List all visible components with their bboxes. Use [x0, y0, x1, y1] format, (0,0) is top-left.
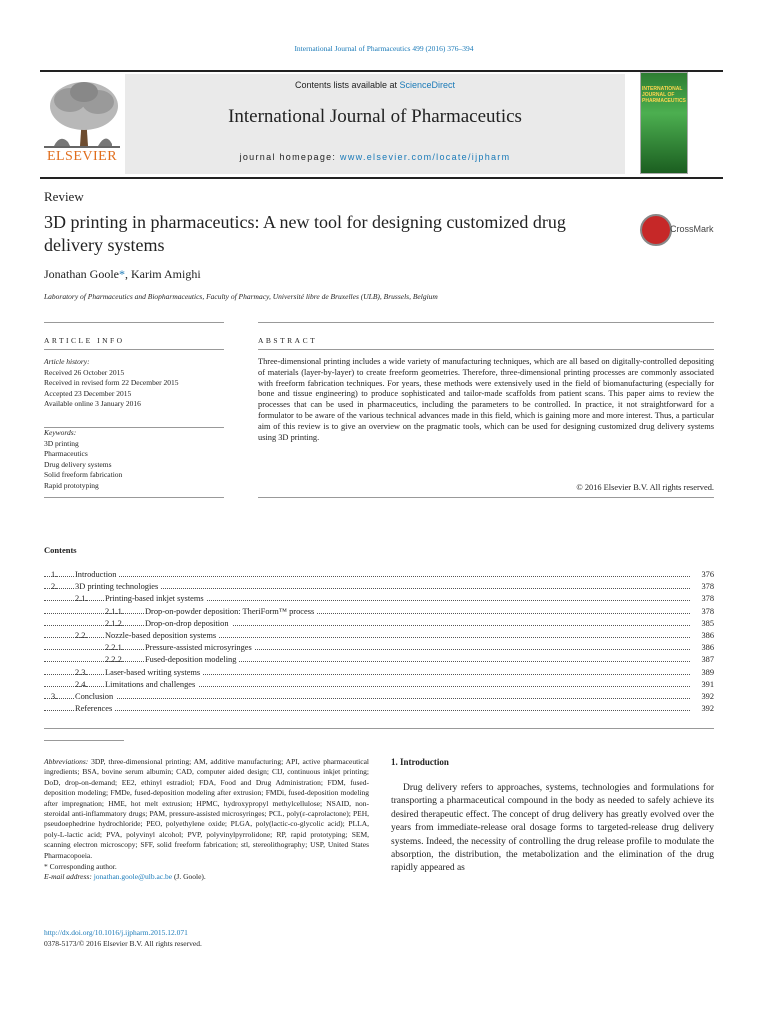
- toc-number: 1.: [51, 570, 58, 579]
- toc-leader-dots: [44, 710, 690, 711]
- keyword: Pharmaceutics: [44, 449, 88, 458]
- toc-label[interactable]: Printing-based inkjet systems: [105, 594, 207, 603]
- keyword: Drug delivery systems: [44, 459, 112, 469]
- footnote-rule: [44, 740, 124, 741]
- header-rule: [40, 70, 723, 72]
- toc-leader-dots: [44, 649, 690, 650]
- toc-row[interactable]: [44, 570, 714, 582]
- contents-available-line: [125, 80, 625, 90]
- divider: [44, 497, 224, 498]
- divider: [258, 349, 714, 350]
- toc-label[interactable]: Nozzle-based deposition systems: [105, 631, 219, 640]
- divider: [258, 497, 714, 498]
- crossmark-icon[interactable]: [640, 214, 672, 246]
- toc-number: 2.1.2.: [105, 618, 124, 628]
- history-item: Received in revised form 22 December 2015: [44, 378, 179, 387]
- divider: [44, 349, 224, 350]
- toc-row[interactable]: [44, 594, 714, 606]
- abstract-copyright: © 2016 Elsevier B.V. All rights reserved.: [576, 483, 714, 492]
- crossmark-label[interactable]: CrossMark: [670, 224, 714, 234]
- homepage-prefix: journal homepage:: [239, 152, 341, 162]
- author-2[interactable]: Karim Amighi: [130, 267, 201, 281]
- toc-row[interactable]: [44, 631, 714, 643]
- toc-leader-dots: [44, 576, 690, 577]
- toc-page-number: 386: [698, 643, 714, 652]
- toc-page-number: 387: [698, 655, 714, 664]
- email-suffix: (J. Goole).: [172, 872, 206, 882]
- article-info-heading: ARTICLE INFO: [44, 336, 125, 345]
- toc-page-number: 389: [698, 668, 714, 677]
- journal-cover-title: INTERNATIONAL JOURNAL OF PHARMACEUTICS: [642, 86, 686, 104]
- toc-page-number: 392: [698, 692, 714, 701]
- keywords: [44, 428, 229, 491]
- toc-page-number: 391: [698, 680, 714, 689]
- author-1[interactable]: Jonathan Goole: [44, 267, 119, 281]
- toc-number: 2.1.1.: [105, 606, 124, 616]
- journal-title: International Journal of Pharmaceutics: [228, 106, 522, 127]
- email-link[interactable]: jonathan.goole@ulb.ac.be: [93, 872, 173, 882]
- corresponding-author-mark[interactable]: *: [118, 267, 125, 281]
- divider: [258, 322, 714, 323]
- toc-number: 2.: [51, 582, 58, 592]
- toc-number: 3.: [51, 692, 58, 701]
- history-item: Received 26 October 2015: [44, 367, 125, 377]
- history-label: Article history:: [44, 357, 90, 366]
- toc-label[interactable]: Laser-based writing systems: [105, 668, 203, 677]
- toc-page-number: 378: [698, 607, 714, 616]
- journal-citation[interactable]: International Journal of Pharmaceutics 499 (2016) 376–394: [294, 44, 474, 53]
- toc-page-number: 378: [698, 582, 714, 591]
- toc-number: 2.1.: [75, 594, 88, 604]
- toc-row[interactable]: [44, 692, 714, 704]
- toc-page-number: 376: [698, 570, 714, 579]
- affiliation: Laboratory of Pharmaceutics and Biopharmaceutics, Faculty of Pharmacy, Université libre de Bruxelles (ULB), Brussels, Belgium: [44, 292, 438, 301]
- toc-leader-dots: [44, 625, 690, 626]
- keywords-label: Keywords:: [44, 428, 77, 437]
- keyword: 3D printing: [44, 438, 79, 448]
- toc-row[interactable]: [44, 619, 714, 631]
- footnote-block: [44, 757, 369, 883]
- history-item: Available online 3 January 2016: [44, 399, 141, 408]
- homepage-link[interactable]: www.elsevier.com/locate/ijpharm: [340, 152, 511, 162]
- toc-row[interactable]: [44, 643, 714, 655]
- toc-number: 2.4.: [75, 679, 88, 689]
- toc-page-number: 378: [698, 594, 714, 603]
- email-line: [44, 872, 369, 882]
- authors: [44, 267, 201, 282]
- abstract-heading: ABSTRACT: [258, 336, 318, 345]
- toc-label[interactable]: Drop-on-drop deposition: [145, 619, 232, 628]
- toc-label[interactable]: Limitations and challenges: [105, 680, 198, 689]
- toc-label[interactable]: Drop-on-powder deposition: TheriForm™ process: [145, 607, 317, 616]
- elsevier-wordmark: ELSEVIER: [46, 149, 118, 164]
- toc-page-number: 392: [698, 704, 714, 713]
- divider: [44, 322, 224, 323]
- divider: [44, 728, 714, 729]
- toc-page-number: 385: [698, 619, 714, 628]
- introduction-text: Drug delivery refers to approaches, systems, technologies and formulations for transporting a pharmaceutical compound in the body as needed to safely achieve its desired therapeutic effect. The concept of drug delivery has greatly evolved over the years from immediate-release oral dosage forms to targeted-release drug delivery systems. Indeed, the necessity of controlling the drug release profile to modulate the absorption, the distribution, the metabolization and the elimination of the drug rapidly appeared as: [391, 783, 714, 874]
- history-item: Accepted 23 December 2015: [44, 388, 132, 398]
- contents-prefix: Contents lists available at: [294, 80, 400, 90]
- toc-label[interactable]: Introduction: [75, 570, 119, 579]
- article-title: 3D printing in pharmaceutics: A new tool for designing customized drug delivery systems: [44, 212, 566, 255]
- toc-number: 2.2.1.: [105, 643, 124, 653]
- toc-label[interactable]: Pressure-assisted microsyringes: [145, 643, 255, 652]
- introduction-heading: 1. Introduction: [391, 757, 449, 767]
- toc-row[interactable]: [44, 704, 714, 716]
- abbreviations-label: Abbreviations:: [44, 757, 89, 766]
- doi-link[interactable]: http://dx.doi.org/10.1016/j.ijpharm.2015.12.071: [44, 928, 188, 937]
- toc-label[interactable]: Fused-deposition modeling: [145, 655, 239, 664]
- toc-leader-dots: [44, 661, 690, 662]
- header-rule-bottom: [40, 177, 723, 179]
- toc-leader-dots: [44, 613, 690, 614]
- toc-label[interactable]: Conclusion: [75, 692, 116, 701]
- contents-heading: Contents: [44, 545, 77, 555]
- toc-row[interactable]: [44, 680, 714, 692]
- toc-row[interactable]: [44, 655, 714, 667]
- abbreviations-text: 3DP, three-dimensional printing; AM, additive manufacturing; API, active pharmaceutical ingredients; BSA, bovine serum albumin; CAD, computer aided design; CIJ, continuous inkjet printing; DoD, drop-on-demand; EE2, ethinyl estradiol; FDA, Food and Drug Administration; FDM, fused-deposition modeling; FMDe, fused-deposition modeling after extrusion; FMDi, fused-deposition modeling after impregnation; HME, hot melt extrusion; HPMC, hydroxypropyl methylcellulose; NSAID, non-steroidal anti-inflammatory drugs; PAM, pressure-assisted microsyringes; PCL, poly(ε-caprolactone); PEH, pseudoephedrine hydrochloride; PEO, polyethylene oxide; PLGA, poly(lactic-co-glycolic acid); PLLA, poly-L-lactic acid; PVA, polyvinyl alcohol; PVP, polyvinylpyrrolidone; RP, rapid prototyping; SEM, scanning electron microscopy; SFF, solid freeform fabrication; stl, stereolithography; USP, United States Pharmacopoeia.: [44, 757, 369, 860]
- keyword: Solid freeform fabrication: [44, 470, 123, 479]
- journal-homepage-line: [125, 152, 625, 162]
- toc-label[interactable]: References: [75, 704, 115, 713]
- issn-line: 0378-5173/© 2016 Elsevier B.V. All rights reserved.: [44, 939, 202, 948]
- author-separator: ,: [124, 267, 131, 281]
- keyword: Rapid prototyping: [44, 480, 99, 490]
- doi-block: [44, 927, 202, 949]
- toc-number: 2.2.: [75, 631, 88, 640]
- corresponding-author-note: * Corresponding author.: [44, 862, 117, 872]
- toc-label[interactable]: 3D printing technologies: [75, 582, 161, 591]
- toc-row[interactable]: [44, 607, 714, 619]
- toc-number: 2.2.2.: [105, 655, 124, 665]
- article-history: [44, 357, 229, 410]
- toc-number: 2.3.: [75, 667, 88, 677]
- article-type: Review: [44, 189, 84, 204]
- toc-page-number: 386: [698, 631, 714, 640]
- toc-leader-dots: [44, 698, 690, 699]
- toc-row[interactable]: [44, 582, 714, 594]
- toc-row[interactable]: [44, 668, 714, 680]
- email-label: E-mail address:: [44, 872, 94, 882]
- sciencedirect-link[interactable]: ScienceDirect: [399, 80, 456, 90]
- abstract-text: Three-dimensional printing includes a wide variety of manufacturing techniques, which are all based on digitally-controlled depositing of materials (layer-by-layer) to create freeform geometries. Therefore, three-dimensional printing processes are commonly associated with freeform fabrication techniques. For years, these methods were extensively used in the field of biomanufacturing (especially for bone and tissue engineering) to produce sophisticated and tailor-made scaffolds from patient scans. This paper aims to review the processes that can be used in pharmaceutics, including the parameters to be controlled. In practice, it not straightforward for a formulator to be aware of the various technical advances made in this field, which is gaining more and more interest. Thus, a particular aim of this review is to give an overview on the pragmatic tools, which can be used for designing customized drug delivery systems using 3D printing.: [258, 357, 714, 442]
